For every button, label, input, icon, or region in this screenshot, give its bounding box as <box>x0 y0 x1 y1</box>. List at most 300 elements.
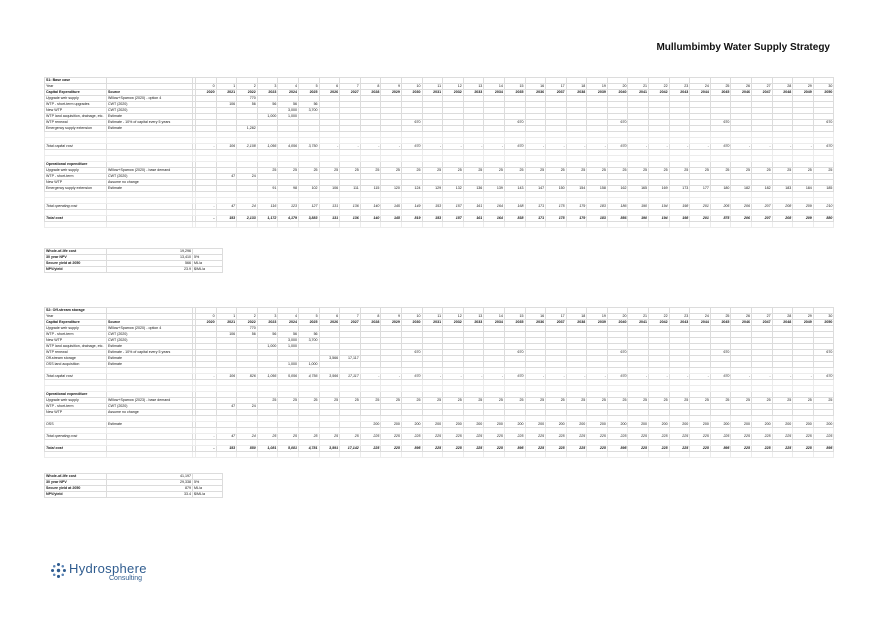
value-cell: - <box>669 144 690 150</box>
blank-cell <box>813 452 834 458</box>
year-index-cell: 8 <box>360 84 381 90</box>
row-source: Estimate <box>107 114 193 120</box>
year-index-cell: 29 <box>793 314 814 320</box>
value-cell: 5,081 <box>278 446 299 452</box>
value-cell: 1,056 <box>257 144 278 150</box>
blank-cell <box>381 222 402 228</box>
calendar-year-cell: 2036 <box>525 320 546 326</box>
blank-cell <box>566 452 587 458</box>
value-cell: 25 <box>278 168 299 174</box>
value-cell: - <box>731 374 752 380</box>
blank-cell <box>298 452 319 458</box>
calendar-year-cell: 2037 <box>546 90 567 96</box>
value-cell: 25 <box>525 398 546 404</box>
value-cell: - <box>422 144 443 150</box>
value-cell: 225 <box>401 434 422 440</box>
value-cell: 4,756 <box>298 374 319 380</box>
calendar-year-cell: 2020 <box>196 90 217 96</box>
value-cell: 200 <box>772 422 793 428</box>
row-label: Total operating cost <box>45 204 107 210</box>
value-cell: 25 <box>257 398 278 404</box>
row-source: Estimate <box>107 186 193 192</box>
value-cell: - <box>381 144 402 150</box>
value-cell: 1,172 <box>257 216 278 222</box>
value-cell: 225 <box>628 434 649 440</box>
value-cell: 201 <box>690 216 711 222</box>
value-cell: 131 <box>319 204 340 210</box>
value-cell: - <box>340 144 361 150</box>
value-cell: 24 <box>237 174 258 180</box>
summary-value: 23.9 <box>107 267 193 273</box>
value-cell: 225 <box>772 446 793 452</box>
value-cell: 1,000 <box>257 114 278 120</box>
value-cell: 880 <box>813 216 834 222</box>
year-index-cell: 10 <box>401 84 422 90</box>
calendar-year-cell: 2028 <box>360 90 381 96</box>
calendar-year-cell: 2045 <box>710 90 731 96</box>
blank-cell <box>257 222 278 228</box>
row-source: Estimate <box>107 422 193 428</box>
value-cell: 17,117 <box>340 356 361 362</box>
blank-cell <box>298 222 319 228</box>
value-cell: 140 <box>360 204 381 210</box>
value-cell: 200 <box>546 422 567 428</box>
calendar-year-cell: 2048 <box>772 90 793 96</box>
blank-cell <box>649 452 670 458</box>
value-cell: 25 <box>401 168 422 174</box>
value-cell: 165 <box>628 186 649 192</box>
blank-cell <box>793 452 814 458</box>
value-cell: 200 <box>504 422 525 428</box>
row-label: Operational expenditure <box>45 162 107 168</box>
value-cell: 111 <box>340 186 361 192</box>
value-cell: - <box>669 374 690 380</box>
value-cell: 180 <box>710 186 731 192</box>
blank-cell <box>443 222 464 228</box>
blank-cell <box>752 452 773 458</box>
blank-cell <box>649 222 670 228</box>
logo-name: Hydrosphere <box>69 561 147 576</box>
value-cell: 98 <box>278 186 299 192</box>
value-cell: 3,591 <box>319 446 340 452</box>
row-source: CWT (2020) <box>107 332 193 338</box>
value-cell: 25 <box>525 168 546 174</box>
value-cell: 47 <box>216 174 237 180</box>
value-cell: 208 <box>772 204 793 210</box>
row-label: Emergency supply extension <box>45 186 107 192</box>
calendar-year-cell: 2024 <box>278 90 299 96</box>
value-cell: 1,282 <box>237 126 258 132</box>
value-cell: 4,781 <box>298 446 319 452</box>
row-source: Willow+Sparrow (2020) - base demand <box>107 168 193 174</box>
calendar-year-cell: 2033 <box>463 90 484 96</box>
year-index-cell: 23 <box>669 314 690 320</box>
value-cell: 194 <box>649 216 670 222</box>
year-index-cell: 26 <box>731 314 752 320</box>
value-cell: 670 <box>813 374 834 380</box>
calendar-year-cell: 2026 <box>319 320 340 326</box>
value-cell: - <box>484 144 505 150</box>
value-cell: - <box>196 204 217 210</box>
value-cell: - <box>731 144 752 150</box>
blank-cell <box>587 452 608 458</box>
value-cell: 200 <box>401 422 422 428</box>
value-cell: 120 <box>381 186 402 192</box>
calendar-year-cell: 2022 <box>237 320 258 326</box>
value-cell: 3,883 <box>298 216 319 222</box>
row-label: WTP - short-term upgrades <box>45 102 107 108</box>
value-cell: 139 <box>484 186 505 192</box>
value-cell: - <box>587 144 608 150</box>
year-index-cell: 17 <box>546 314 567 320</box>
spacer-row <box>45 452 834 458</box>
row-source: CWT (2020) <box>107 174 193 180</box>
value-cell: - <box>690 374 711 380</box>
calendar-year-cell: 2047 <box>752 320 773 326</box>
value-cell: - <box>587 374 608 380</box>
value-cell: 190 <box>628 204 649 210</box>
year-index-cell: 30 <box>813 314 834 320</box>
value-cell: 25 <box>319 398 340 404</box>
year-index-cell: 24 <box>690 314 711 320</box>
value-cell: 25 <box>690 398 711 404</box>
calendar-year-cell: 2034 <box>484 320 505 326</box>
value-cell: 25 <box>628 398 649 404</box>
blank-cell <box>278 222 299 228</box>
year-index-cell: 2 <box>237 84 258 90</box>
value-cell: 47 <box>216 204 237 210</box>
value-cell: 145 <box>381 216 402 222</box>
summary-key: Whole-of-life cost <box>45 249 107 255</box>
value-cell: 895 <box>504 446 525 452</box>
value-cell: 183 <box>587 216 608 222</box>
year-index-cell: 4 <box>278 314 299 320</box>
value-cell: 153 <box>422 216 443 222</box>
calendar-year-cell: 2041 <box>628 90 649 96</box>
value-cell: 1,081 <box>257 446 278 452</box>
year-index-cell: 19 <box>587 314 608 320</box>
blank-cell <box>484 452 505 458</box>
row-label: WTP renewal <box>45 350 107 356</box>
value-cell: 116 <box>257 204 278 210</box>
value-cell: 56 <box>298 332 319 338</box>
cost-table <box>44 77 834 228</box>
value-cell: 200 <box>669 422 690 428</box>
value-cell: 670 <box>607 120 628 126</box>
value-cell: 1,000 <box>298 362 319 368</box>
value-cell: 200 <box>607 422 628 428</box>
calendar-year-cell: 2033 <box>463 320 484 326</box>
value-cell: 169 <box>649 186 670 192</box>
value-cell: 225 <box>463 434 484 440</box>
value-cell: - <box>381 374 402 380</box>
value-cell: 200 <box>566 422 587 428</box>
value-cell: 179 <box>566 216 587 222</box>
blank-cell <box>257 452 278 458</box>
blank-cell <box>525 222 546 228</box>
blank-cell <box>196 222 217 228</box>
calendar-year-cell: 2021 <box>216 90 237 96</box>
value-cell: 225 <box>793 446 814 452</box>
value-cell: 24 <box>237 204 258 210</box>
value-cell: - <box>196 144 217 150</box>
value-cell: 124 <box>401 186 422 192</box>
value-cell: 670 <box>401 374 422 380</box>
value-cell: 670 <box>607 374 628 380</box>
value-cell: 200 <box>484 422 505 428</box>
row-label: WTP - short-term <box>45 404 107 410</box>
calendar-year-cell: 2030 <box>401 320 422 326</box>
value-cell: 25 <box>319 434 340 440</box>
value-cell: 25 <box>752 398 773 404</box>
value-cell: 895 <box>401 446 422 452</box>
row-label: New WTP <box>45 108 107 114</box>
blank-cell <box>319 452 340 458</box>
value-cell: 1,000 <box>278 114 299 120</box>
value-cell: - <box>422 374 443 380</box>
blank-cell <box>566 222 587 228</box>
summary-row <box>45 267 223 273</box>
section-heading: S2: Off-stream storage <box>45 308 107 314</box>
row-source: Estimate - 10% of capital every 5 years <box>107 120 193 126</box>
value-cell: - <box>546 144 567 150</box>
year-label: Year <box>45 84 107 90</box>
year-index-cell: 9 <box>381 314 402 320</box>
value-cell: 225 <box>731 446 752 452</box>
row-source: CWT (2020) <box>107 108 193 114</box>
row-label: Total capital cost <box>45 144 107 150</box>
row-source: CWT (2020) <box>107 102 193 108</box>
value-cell: 200 <box>649 422 670 428</box>
calendar-year-cell: 2046 <box>731 90 752 96</box>
blank-cell <box>216 452 237 458</box>
year-index-cell: 20 <box>607 314 628 320</box>
value-cell: 225 <box>360 446 381 452</box>
value-cell: 25 <box>649 398 670 404</box>
calendar-year-cell: 2027 <box>340 90 361 96</box>
value-cell: - <box>793 144 814 150</box>
summary-unit: 5% <box>193 255 223 261</box>
value-cell: 25 <box>587 398 608 404</box>
row-source: Source <box>107 320 193 326</box>
blank-cell <box>731 222 752 228</box>
value-cell: 25 <box>566 168 587 174</box>
row-label: New WTP <box>45 410 107 416</box>
value-cell: 25 <box>710 398 731 404</box>
value-cell: 1,000 <box>278 362 299 368</box>
blank-cell <box>381 452 402 458</box>
calendar-year-cell: 2027 <box>340 320 361 326</box>
value-cell: 225 <box>566 446 587 452</box>
calendar-year-cell: 2021 <box>216 320 237 326</box>
value-cell: 173 <box>669 186 690 192</box>
value-cell: 201 <box>690 204 711 210</box>
calendar-year-cell: 2032 <box>443 90 464 96</box>
value-cell: 132 <box>443 186 464 192</box>
calendar-year-cell: 2038 <box>566 320 587 326</box>
value-cell: 25 <box>340 434 361 440</box>
value-cell: - <box>360 144 381 150</box>
row-label: New WTP <box>45 338 107 344</box>
blank-cell <box>628 452 649 458</box>
value-cell: 162 <box>607 186 628 192</box>
value-cell: 25 <box>772 398 793 404</box>
value-cell: - <box>649 144 670 150</box>
value-cell: 838 <box>504 216 525 222</box>
year-index-cell: 7 <box>340 84 361 90</box>
year-index-cell: 3 <box>257 314 278 320</box>
value-cell: 25 <box>813 398 834 404</box>
value-cell: 225 <box>443 446 464 452</box>
year-index-cell: 5 <box>298 84 319 90</box>
value-cell: 670 <box>607 144 628 150</box>
value-cell: 123 <box>278 204 299 210</box>
value-cell: 153 <box>216 216 237 222</box>
blank-cell <box>731 452 752 458</box>
value-cell: 25 <box>381 398 402 404</box>
value-cell: 143 <box>504 186 525 192</box>
value-cell: 209 <box>793 216 814 222</box>
value-cell: 194 <box>649 204 670 210</box>
year-index-cell: 19 <box>587 84 608 90</box>
blank-cell <box>504 452 525 458</box>
year-index-cell: 13 <box>463 84 484 90</box>
value-cell: 25 <box>484 168 505 174</box>
blank-cell <box>45 222 107 228</box>
blank-cell <box>628 222 649 228</box>
calendar-year-cell: 2030 <box>401 90 422 96</box>
year-index-cell: 27 <box>752 84 773 90</box>
value-cell: 25 <box>340 168 361 174</box>
summary-value: 566 <box>107 261 193 267</box>
value-cell: - <box>196 446 217 452</box>
year-index-cell: 1 <box>216 314 237 320</box>
row-label: WTP land acquisition, drainage, etc. <box>45 114 107 120</box>
value-cell: 25 <box>690 168 711 174</box>
value-cell: 200 <box>443 422 464 428</box>
value-cell: 670 <box>813 144 834 150</box>
value-cell: 225 <box>690 434 711 440</box>
row-label: Capital Expenditure <box>45 320 107 326</box>
blank-cell <box>669 222 690 228</box>
value-cell: 208 <box>772 216 793 222</box>
value-cell: 25 <box>278 434 299 440</box>
value-cell: 225 <box>669 434 690 440</box>
summary-unit: $/ML/a <box>193 267 223 273</box>
value-cell: 207 <box>752 204 773 210</box>
value-cell: 25 <box>504 168 525 174</box>
value-cell: 161 <box>463 204 484 210</box>
calendar-year-cell: 2031 <box>422 90 443 96</box>
blank-cell <box>607 452 628 458</box>
value-cell: 56 <box>278 332 299 338</box>
value-cell: 25 <box>422 168 443 174</box>
row-label: Upgrade weir supply <box>45 326 107 332</box>
value-cell: 136 <box>463 186 484 192</box>
blank-cell <box>813 222 834 228</box>
value-cell: 200 <box>381 422 402 428</box>
value-cell: 200 <box>525 422 546 428</box>
value-cell: 198 <box>669 216 690 222</box>
summary-value: 19,296 <box>107 249 193 255</box>
value-cell: - <box>484 374 505 380</box>
value-cell: 153 <box>422 204 443 210</box>
calendar-year-cell: 2041 <box>628 320 649 326</box>
year-index-cell: 13 <box>463 314 484 320</box>
value-cell: - <box>360 374 381 380</box>
year-index-cell: 0 <box>196 314 217 320</box>
value-cell: 136 <box>340 216 361 222</box>
value-cell: 136 <box>340 204 361 210</box>
value-cell: 56 <box>237 102 258 108</box>
blank-cell <box>422 452 443 458</box>
blank-cell <box>772 452 793 458</box>
value-cell: 225 <box>546 434 567 440</box>
value-cell: 225 <box>587 446 608 452</box>
value-cell: 225 <box>566 434 587 440</box>
calendar-year-cell: 2035 <box>504 320 525 326</box>
calendar-year-cell: 2032 <box>443 320 464 326</box>
value-cell: 56 <box>257 332 278 338</box>
blank-cell <box>401 222 422 228</box>
value-cell: 25 <box>813 168 834 174</box>
row-source: Estimate <box>107 362 193 368</box>
summary-value: 29,338 <box>107 480 193 486</box>
value-cell: 225 <box>752 446 773 452</box>
summary-table <box>44 473 223 498</box>
value-cell: 25 <box>628 168 649 174</box>
value-cell: 25 <box>546 398 567 404</box>
year-index-cell: 18 <box>566 314 587 320</box>
calendar-year-cell: 2029 <box>381 90 402 96</box>
value-cell: 225 <box>649 446 670 452</box>
value-cell: 225 <box>587 434 608 440</box>
blank-cell <box>340 452 361 458</box>
blank-cell <box>360 452 381 458</box>
value-cell: - <box>566 144 587 150</box>
value-cell: 25 <box>422 398 443 404</box>
row-source: Assume no change <box>107 410 193 416</box>
calendar-year-cell: 2046 <box>731 320 752 326</box>
year-index-cell: 14 <box>484 84 505 90</box>
value-cell: 770 <box>237 96 258 102</box>
row-source: Estimate <box>107 344 193 350</box>
value-cell: 225 <box>731 434 752 440</box>
calendar-year-cell: 2020 <box>196 320 217 326</box>
value-cell: 670 <box>504 374 525 380</box>
value-cell: 25 <box>278 398 299 404</box>
value-cell: 25 <box>319 168 340 174</box>
value-cell: 1,056 <box>257 374 278 380</box>
value-cell: 91 <box>257 186 278 192</box>
value-cell: 200 <box>463 422 484 428</box>
value-cell: 190 <box>628 216 649 222</box>
value-cell: 25 <box>607 168 628 174</box>
year-index-cell: 25 <box>710 314 731 320</box>
value-cell: 25 <box>649 168 670 174</box>
value-cell: 3,750 <box>298 144 319 150</box>
value-cell: 164 <box>484 204 505 210</box>
year-index-cell: 25 <box>710 84 731 90</box>
calendar-year-cell: 2042 <box>649 90 670 96</box>
value-cell: - <box>443 144 464 150</box>
value-cell: 106 <box>216 374 237 380</box>
row-source: Willow+Sparrow (2020) - option 4 <box>107 326 193 332</box>
value-cell: 200 <box>813 422 834 428</box>
value-cell: - <box>463 374 484 380</box>
summary-key: 30 year NPV <box>45 480 107 486</box>
summary-unit: 5% <box>193 480 223 486</box>
